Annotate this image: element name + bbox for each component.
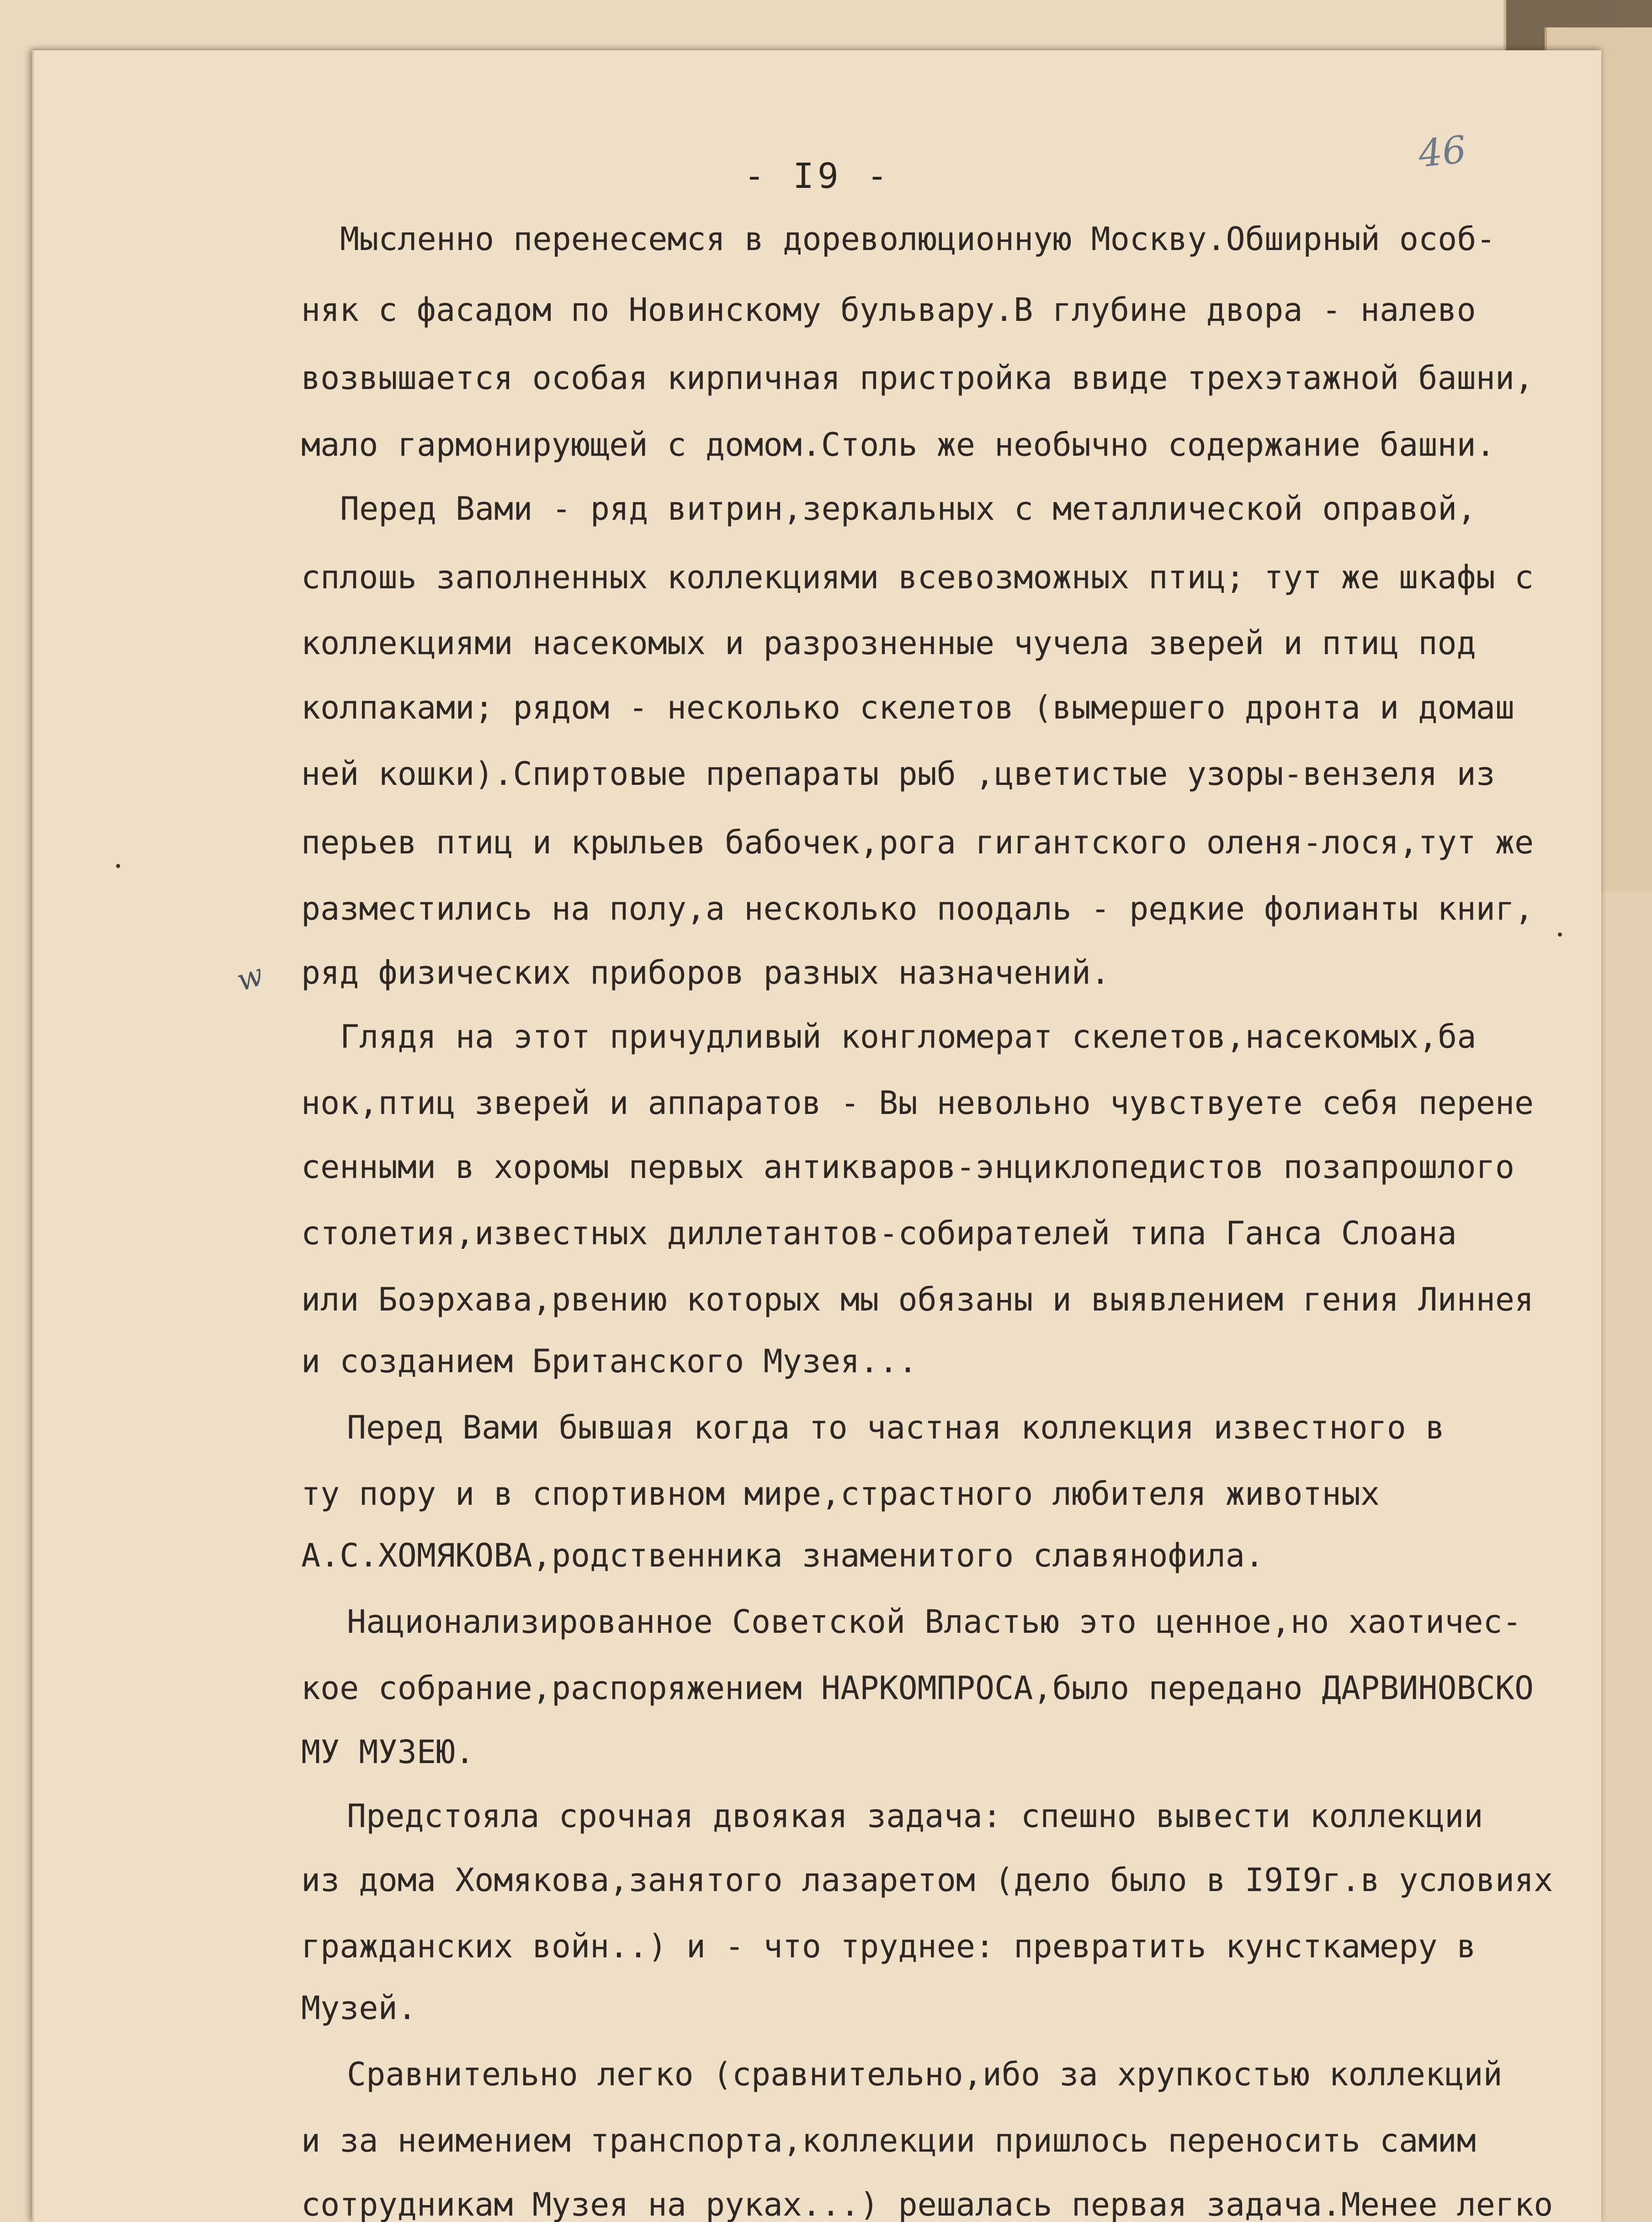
text-line: гражданских войн..) и - что труднее: превратить кунсткамеру в <box>301 1928 1476 1965</box>
text-line: Перед Вами - ряд витрин,зеркальных с металлической оправой, <box>340 490 1477 528</box>
text-line: коллекциями насекомых и разрозненные чучела зверей и птиц под <box>301 624 1476 662</box>
margin-dot <box>116 864 120 868</box>
text-line: из дома Хомякова,занятого лазаретом (дело было в I9I9г.в условиях <box>301 1861 1553 1899</box>
text-line: и за неимением транспорта,коллекции пришлось переносить самим <box>301 2122 1476 2159</box>
text-line: Предстояла срочная двоякая задача: спешно вывести коллекции <box>347 1797 1483 1835</box>
text-line: няк с фасадом по Новинскому бульвару.В глубине двора - налево <box>301 291 1476 329</box>
text-line: сенными в хоромы первых антикваров-энциклопедистов позапрошлого <box>301 1148 1515 1186</box>
margin-dot <box>1558 932 1562 937</box>
text-line: Сравнительно легко (сравнительно,ибо за хрупкостью коллекций <box>347 2056 1503 2093</box>
text-line: МУ МУЗЕЮ. <box>301 1733 475 1771</box>
text-line: возвышается особая кирпичная пристройка ввиде трехэтажной башни, <box>301 359 1534 397</box>
text-line: ту пору и в спортивном мире,страстного любителя животных <box>301 1475 1380 1513</box>
text-line: Глядя на этот причудливый конгломерат скелетов,насекомых,ба <box>340 1018 1477 1055</box>
text-line: колпаками; рядом - несколько скелетов (вымершего дронта и домаш <box>301 689 1515 726</box>
text-line: Перед Вами бывшая когда то частная коллекция известного в <box>347 1409 1445 1446</box>
text-line: ней кошки).Спиртовые препараты рыб ,цветистые узоры-вензеля из <box>301 755 1495 793</box>
text-line: сотрудникам Музея на руках...) решалась первая задача.Менее легко <box>301 2186 1553 2222</box>
text-line: Музей. <box>301 1989 417 2027</box>
typewritten-page <box>32 50 1601 2222</box>
text-line: А.С.ХОМЯКОВА,родственника знаменитого славянофила. <box>301 1537 1264 1574</box>
text-line: кое собрание,распоряжением НАРКОМПРОСА,было передано ДАРВИНОВСКО <box>301 1669 1534 1707</box>
text-line: или Боэрхава,рвению которых мы обязаны и выявлением гения Линнея <box>301 1281 1534 1318</box>
margin-mark: w <box>232 957 268 998</box>
text-line: мало гармонирующей с домом.Столь же необычно содержание башни. <box>301 426 1495 464</box>
text-line: Национализированное Советской Властью это ценное,но хаотичес- <box>347 1603 1522 1641</box>
text-line: ряд физических приборов разных назначений. <box>301 954 1110 991</box>
text-line: перьев птиц и крыльев бабочек,рога гигантского оленя-лося,тут же <box>301 824 1534 861</box>
page-number: - I9 - <box>744 155 892 196</box>
text-line: разместились на полу,а несколько поодаль - редкие фолианты книг, <box>301 890 1534 927</box>
text-line: сплошь заполненных коллекциями всевозможных птиц; тут же шкафы с <box>301 559 1534 596</box>
archive-folio-mark: 46 <box>1416 128 1469 176</box>
text-line: и созданием Британского Музея... <box>301 1343 918 1380</box>
text-line: нок,птиц зверей и аппаратов - Вы невольно чувствуете себя перене <box>301 1084 1534 1122</box>
text-line: столетия,известных диллетантов-собирателей типа Ганса Слоана <box>301 1215 1457 1252</box>
text-line: Мысленно перенесемся в дореволюционную Москву.Обширный особ- <box>340 220 1496 258</box>
